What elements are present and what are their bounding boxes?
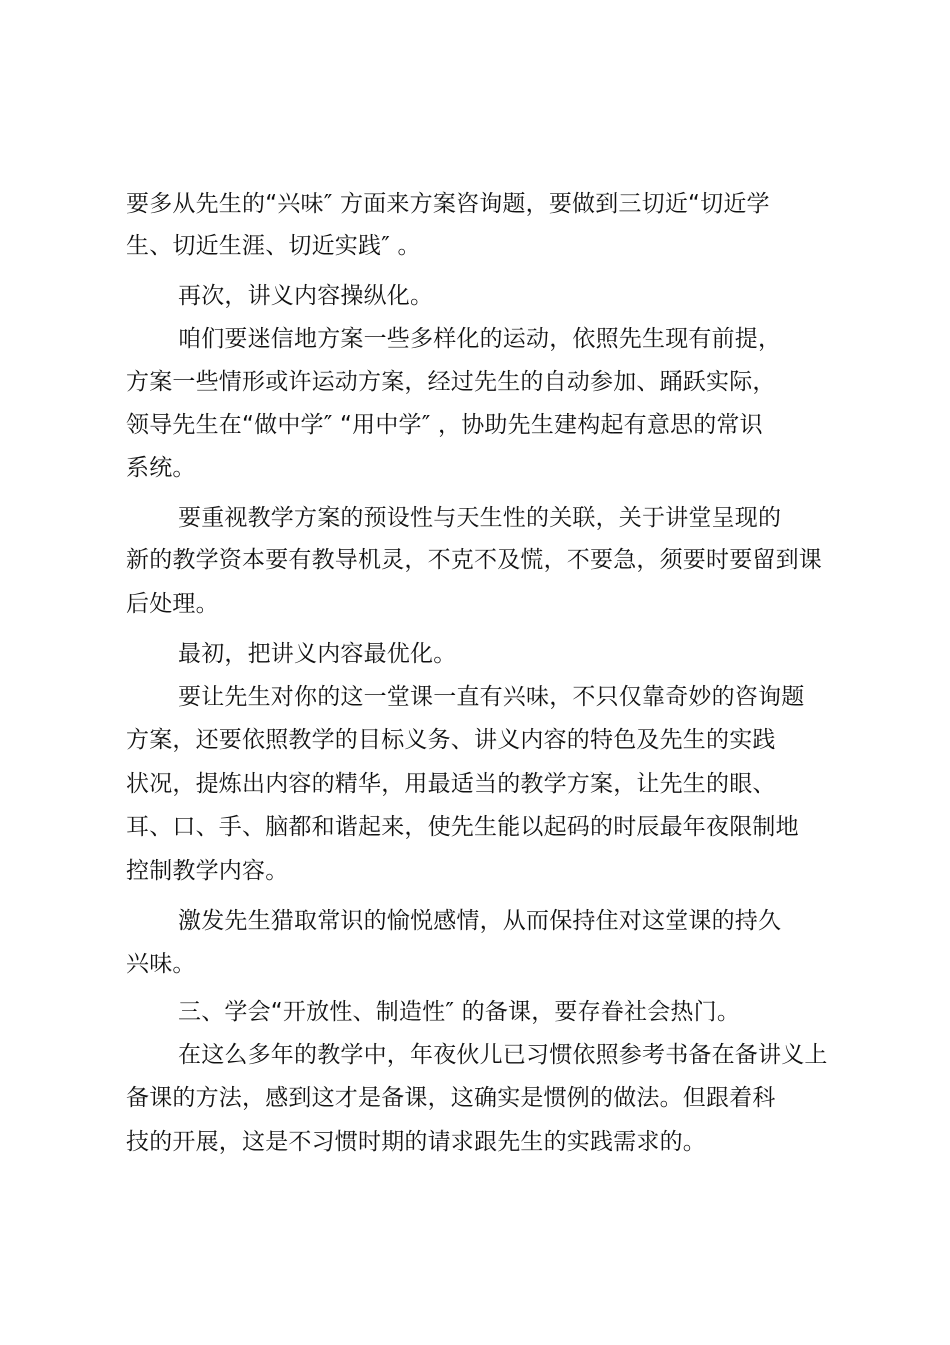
text-line: 状况，提炼出内容的精华，用最适当的教学方案，让先生的眼、 <box>126 771 776 797</box>
text-line: 要重视教学方案的预设性与天生性的关联，关于讲堂呈现的 <box>178 505 782 531</box>
text-line: 新的教学资本要有教导机灵，不克不及慌，不要急，须要时要留到课 <box>126 547 822 573</box>
text-line: 生、切近生涯、切近实践″ 。 <box>126 233 421 259</box>
text-line: 在这么多年的教学中，年夜伙儿已习惯依照参考书备在备讲义上 <box>178 1042 828 1068</box>
text-line: 激发先生猎取常识的愉悦感情，从而保持住对这堂课的持久 <box>178 908 782 934</box>
text-line: 系统。 <box>126 455 196 481</box>
text-line: 后处理。 <box>126 591 219 617</box>
text-line: 咱们要迷信地方案一些多样化的运动，依照先生现有前提， <box>178 326 782 352</box>
text-line: 耳、口、手、脑都和谐起来，使先生能以起码的时辰最年夜限制地 <box>126 814 799 840</box>
text-line: 领导先生在“做中学″ “用中学″ ，协助先生建构起有意思的常识 <box>126 412 763 438</box>
text-line: 备课的方法，感到这才是备课，这确实是惯例的做法。但跟着科 <box>126 1085 776 1111</box>
text-line: 再次，讲义内容操纵化。 <box>178 283 434 309</box>
text-line: 最初，把讲义内容最优化。 <box>178 641 457 667</box>
text-line: 技的开展，这是不习惯时期的请求跟先生的实践需求的。 <box>126 1129 706 1155</box>
text-line: 要让先生对你的这一堂课一直有兴味，不只仅靠奇妙的咨询题 <box>178 684 805 710</box>
text-line: 控制教学内容。 <box>126 858 289 884</box>
text-line: 要多从先生的“兴味″ 方面来方案咨询题，要做到三切近“切近学 <box>126 191 770 217</box>
text-line: 方案一些情形或许运动方案，经过先生的自动参加、踊跃实际， <box>126 369 776 395</box>
text-line: 方案，还要依照教学的目标义务、讲义内容的特色及先生的实践 <box>126 727 776 753</box>
text-line: 兴味。 <box>126 951 196 977</box>
text-line: 三、学会“开放性、制造性″ 的备课，要存眷社会热门。 <box>178 999 741 1025</box>
